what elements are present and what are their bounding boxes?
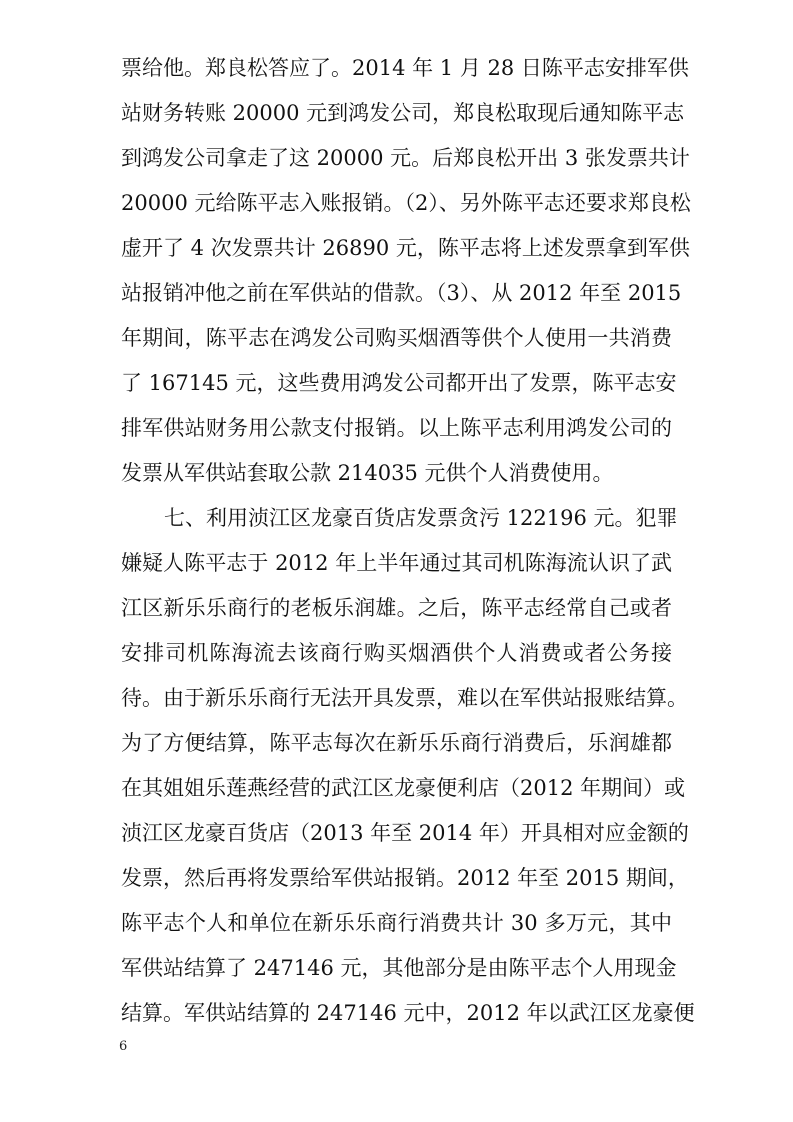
- body-text-line: 为了方便结算，陈平志每次在新乐乐商行消费后，乐润雄都: [121, 731, 672, 755]
- body-text-line: 浈江区龙豪百货店（2013 年至 2014 年）开具相对应金额的: [121, 821, 689, 845]
- body-text-line: 到鸿发公司拿走了这 20000 元。后郑良松开出 3 张发票共计: [121, 146, 690, 170]
- body-text-line: 待。由于新乐乐商行无法开具发票，难以在军供站报账结算。: [121, 686, 688, 710]
- body-text-line: 军供站结算了 247146 元，其他部分是由陈平志个人用现金: [121, 956, 677, 980]
- body-text-line: 虚开了 4 次发票共计 26890 元，陈平志将上述发票拿到军供: [121, 236, 690, 260]
- body-text-line: 票给他。郑良松答应了。2014 年 1 月 28 日陈平志安排军供: [121, 56, 689, 80]
- section-heading-line: 七、利用浈江区龙豪百货店发票贪污 122196 元。犯罪: [164, 506, 678, 530]
- body-text-line: 嫌疑人陈平志于 2012 年上半年通过其司机陈海流认识了武: [121, 551, 672, 575]
- body-text-line: 安排司机陈海流去该商行购买烟酒供个人消费或者公务接: [121, 641, 672, 665]
- body-text-line: 结算。军供站结算的 247146 元中，2012 年以武江区龙豪便: [121, 1001, 695, 1025]
- body-text-line: 在其姐姐乐莲燕经营的武江区龙豪便利店（2012 年期间）或: [121, 776, 686, 800]
- body-text-line: 排军供站财务用公款支付报销。以上陈平志利用鸿发公司的: [121, 416, 672, 440]
- body-text-line: 陈平志个人和单位在新乐乐商行消费共计 30 多万元，其中: [121, 911, 672, 935]
- body-text-line: 20000 元给陈平志入账报销。（2）、另外陈平志还要求郑良松: [121, 191, 691, 215]
- body-text-line: 江区新乐乐商行的老板乐润雄。之后，陈平志经常自己或者: [121, 596, 672, 620]
- page-number: 6: [119, 1039, 128, 1054]
- body-text-line: 站财务转账 20000 元到鸿发公司，郑良松取现后通知陈平志: [121, 101, 685, 125]
- body-text-line: 年期间，陈平志在鸿发公司购买烟酒等供个人使用一共消费: [121, 326, 672, 350]
- body-text-line: 站报销冲他之前在军供站的借款。（3）、从 2012 年至 2015: [121, 281, 682, 305]
- body-text-line: 了 167145 元，这些费用鸿发公司都开出了发票，陈平志安: [121, 371, 677, 395]
- body-text-line: 发票，然后再将发票给军供站报销。2012 年至 2015 期间，: [121, 866, 689, 890]
- body-text-line: 发票从军供站套取公款 214035 元供个人消费使用。: [121, 461, 614, 485]
